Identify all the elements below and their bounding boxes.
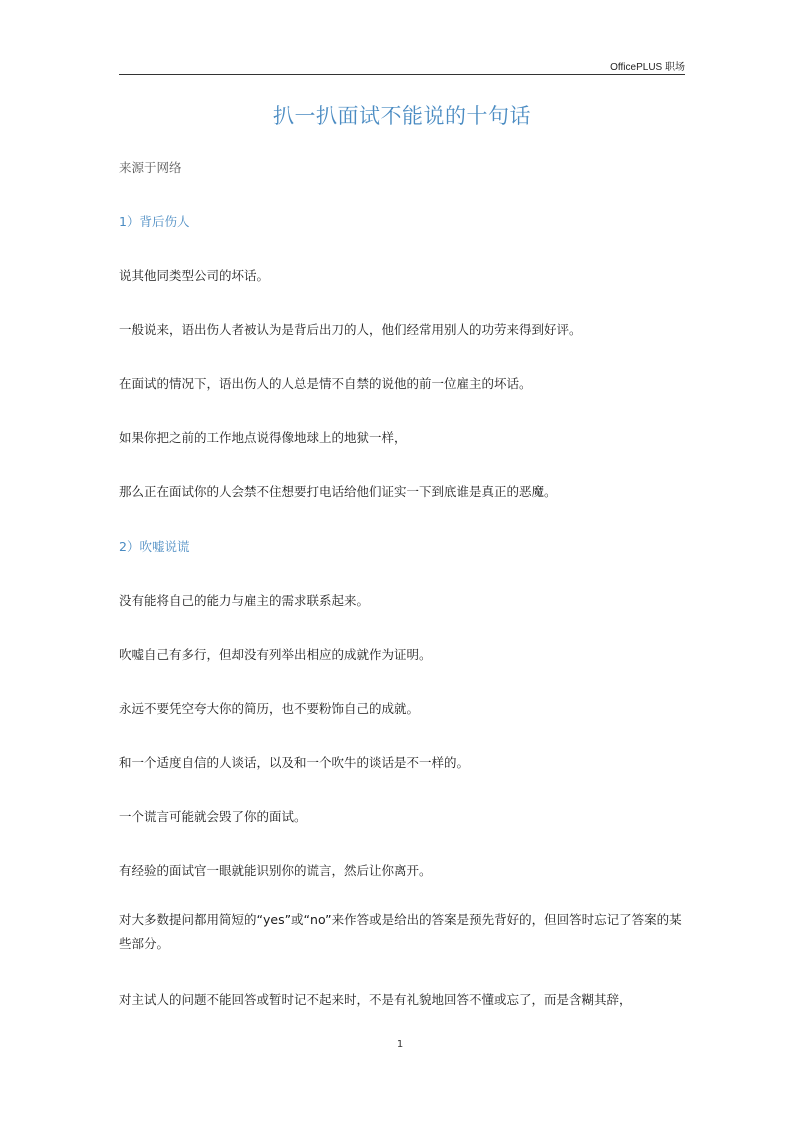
document-title: 扒一扒面试不能说的十句话 bbox=[273, 104, 531, 128]
paragraph: 一般说来，语出伤人者被认为是背后出刀的人，他们经常用别人的功劳来得到好评。 bbox=[119, 322, 582, 337]
paragraph: 对大多数提问都用简短的“yes”或“no”来作答或是给出的答案是预先背好的，但回答时忘记了答案的某些部分。 bbox=[119, 912, 682, 951]
section-heading-1: 1）背后伤人 bbox=[119, 214, 190, 229]
header-rule bbox=[119, 74, 685, 75]
paragraph: 说其他同类型公司的坏话。 bbox=[119, 268, 270, 283]
source-note: 来源于网络 bbox=[119, 160, 182, 175]
paragraph: 没有能将自己的能力与雇主的需求联系起来。 bbox=[119, 593, 370, 608]
section-heading-2: 2）吹嘘说谎 bbox=[119, 539, 190, 554]
page-number: 1 bbox=[396, 1039, 404, 1050]
paragraph: 对主试人的问题不能回答或暂时记不起来时，不是有礼貌地回答不懂或忘了，而是含糊其辞， bbox=[119, 992, 632, 1007]
paragraph: 和一个适度自信的人谈话，以及和一个吹牛的谈话是不一样的。 bbox=[119, 755, 470, 770]
paragraph: 永远不要凭空夸大你的简历，也不要粉饰自己的成就。 bbox=[119, 701, 420, 716]
page-header bbox=[119, 56, 685, 76]
paragraph: 如果你把之前的工作地点说得像地球上的地狱一样， bbox=[119, 430, 407, 445]
paragraph: 有经验的面试官一眼就能识别你的谎言，然后让你离开。 bbox=[119, 863, 432, 878]
paragraph: 一个谎言可能就会毁了你的面试。 bbox=[119, 809, 307, 824]
paragraph: 吹嘘自己有多行，但却没有列举出相应的成就作为证明。 bbox=[119, 647, 432, 662]
paragraph: 那么正在面试你的人会禁不住想要打电话给他们证实一下到底谁是真正的恶魔。 bbox=[119, 484, 557, 499]
paragraph: 在面试的情况下，语出伤人的人总是情不自禁的说他的前一位雇主的坏话。 bbox=[119, 376, 532, 391]
header-brand: OfficePLUS 职场 bbox=[610, 62, 685, 73]
